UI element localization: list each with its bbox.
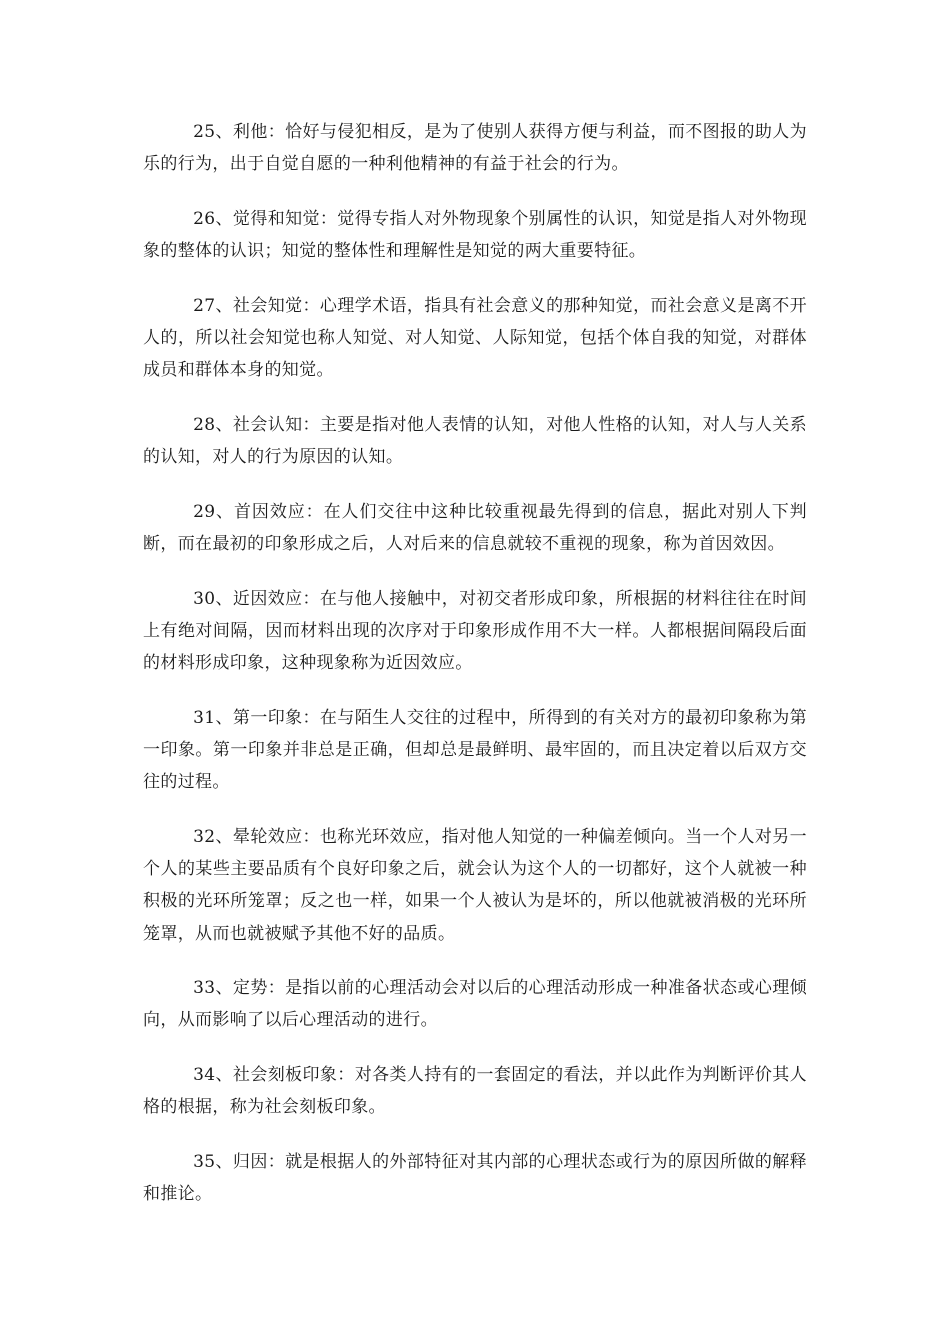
term-paragraph-34: 34、社会刻板印象：对各类人持有的一套固定的看法，并以此作为判断评价其人格的根据，称为社会刻板印象。 <box>143 1065 807 1118</box>
term-paragraph-28: 28、社会认知：主要是指对他人表情的认知，对他人性格的认知，对人与人关系的认知，对人的行为原因的认知。 <box>143 414 807 468</box>
term-paragraph-30: 30、近因效应：在与他人接触中，对初交者形成印象，所根据的材料往往在时间上有绝对间隔，因而材料出现的次序对于印象形成作用不大一样。人都根据间隔段后面的材料形成印象，这种现象称为近因效应。 <box>143 588 807 674</box>
term-paragraph-33: 33、定势：是指以前的心理活动会对以后的心理活动形成一种准备状态或心理倾向，从而影响了以后心理活动的进行。 <box>143 978 807 1031</box>
term-paragraph-32: 32、晕轮效应：也称光环效应，指对他人知觉的一种偏差倾向。当一个人对另一个人的某些主要品质有个良好印象之后，就会认为这个人的一切都好，这个人就被一种积极的光环所笼罩；反之也一样，如果一个人被认为是坏的，所以他就被消极的光环所笼罩，从而也就被赋予其他不好的品质。 <box>143 826 807 944</box>
term-paragraph-25: 25、利他：恰好与侵犯相反，是为了使别人获得方便与利益，而不图报的助人为乐的行为，出于自觉自愿的一种利他精神的有益于社会的行为。 <box>143 122 807 175</box>
document-body <box>143 116 807 1233</box>
term-paragraph-27: 27、社会知觉：心理学术语，指具有社会意义的那种知觉，而社会意义是离不开人的，所以社会知觉也称人知觉、对人知觉、人际知觉，包括个体自我的知觉，对群体成员和群体本身的知觉。 <box>143 295 807 381</box>
term-paragraph-26: 26、觉得和知觉：觉得专指人对外物现象个别属性的认识，知觉是指人对外物现象的整体的认识；知觉的整体性和理解性是知觉的两大重要特征。 <box>143 208 807 262</box>
term-paragraph-29: 29、首因效应：在人们交往中这种比较重视最先得到的信息，据此对别人下判断，而在最初的印象形成之后，人对后来的信息就较不重视的现象，称为首因效因。 <box>143 501 807 555</box>
term-paragraph-31: 31、第一印象：在与陌生人交往的过程中，所得到的有关对方的最初印象称为第一印象。第一印象并非总是正确，但却总是最鲜明、最牢固的，而且决定着以后双方交往的过程。 <box>143 707 807 793</box>
term-paragraph-35: 35、归因：就是根据人的外部特征对其内部的心理状态或行为的原因所做的解释和推论。 <box>143 1152 807 1205</box>
